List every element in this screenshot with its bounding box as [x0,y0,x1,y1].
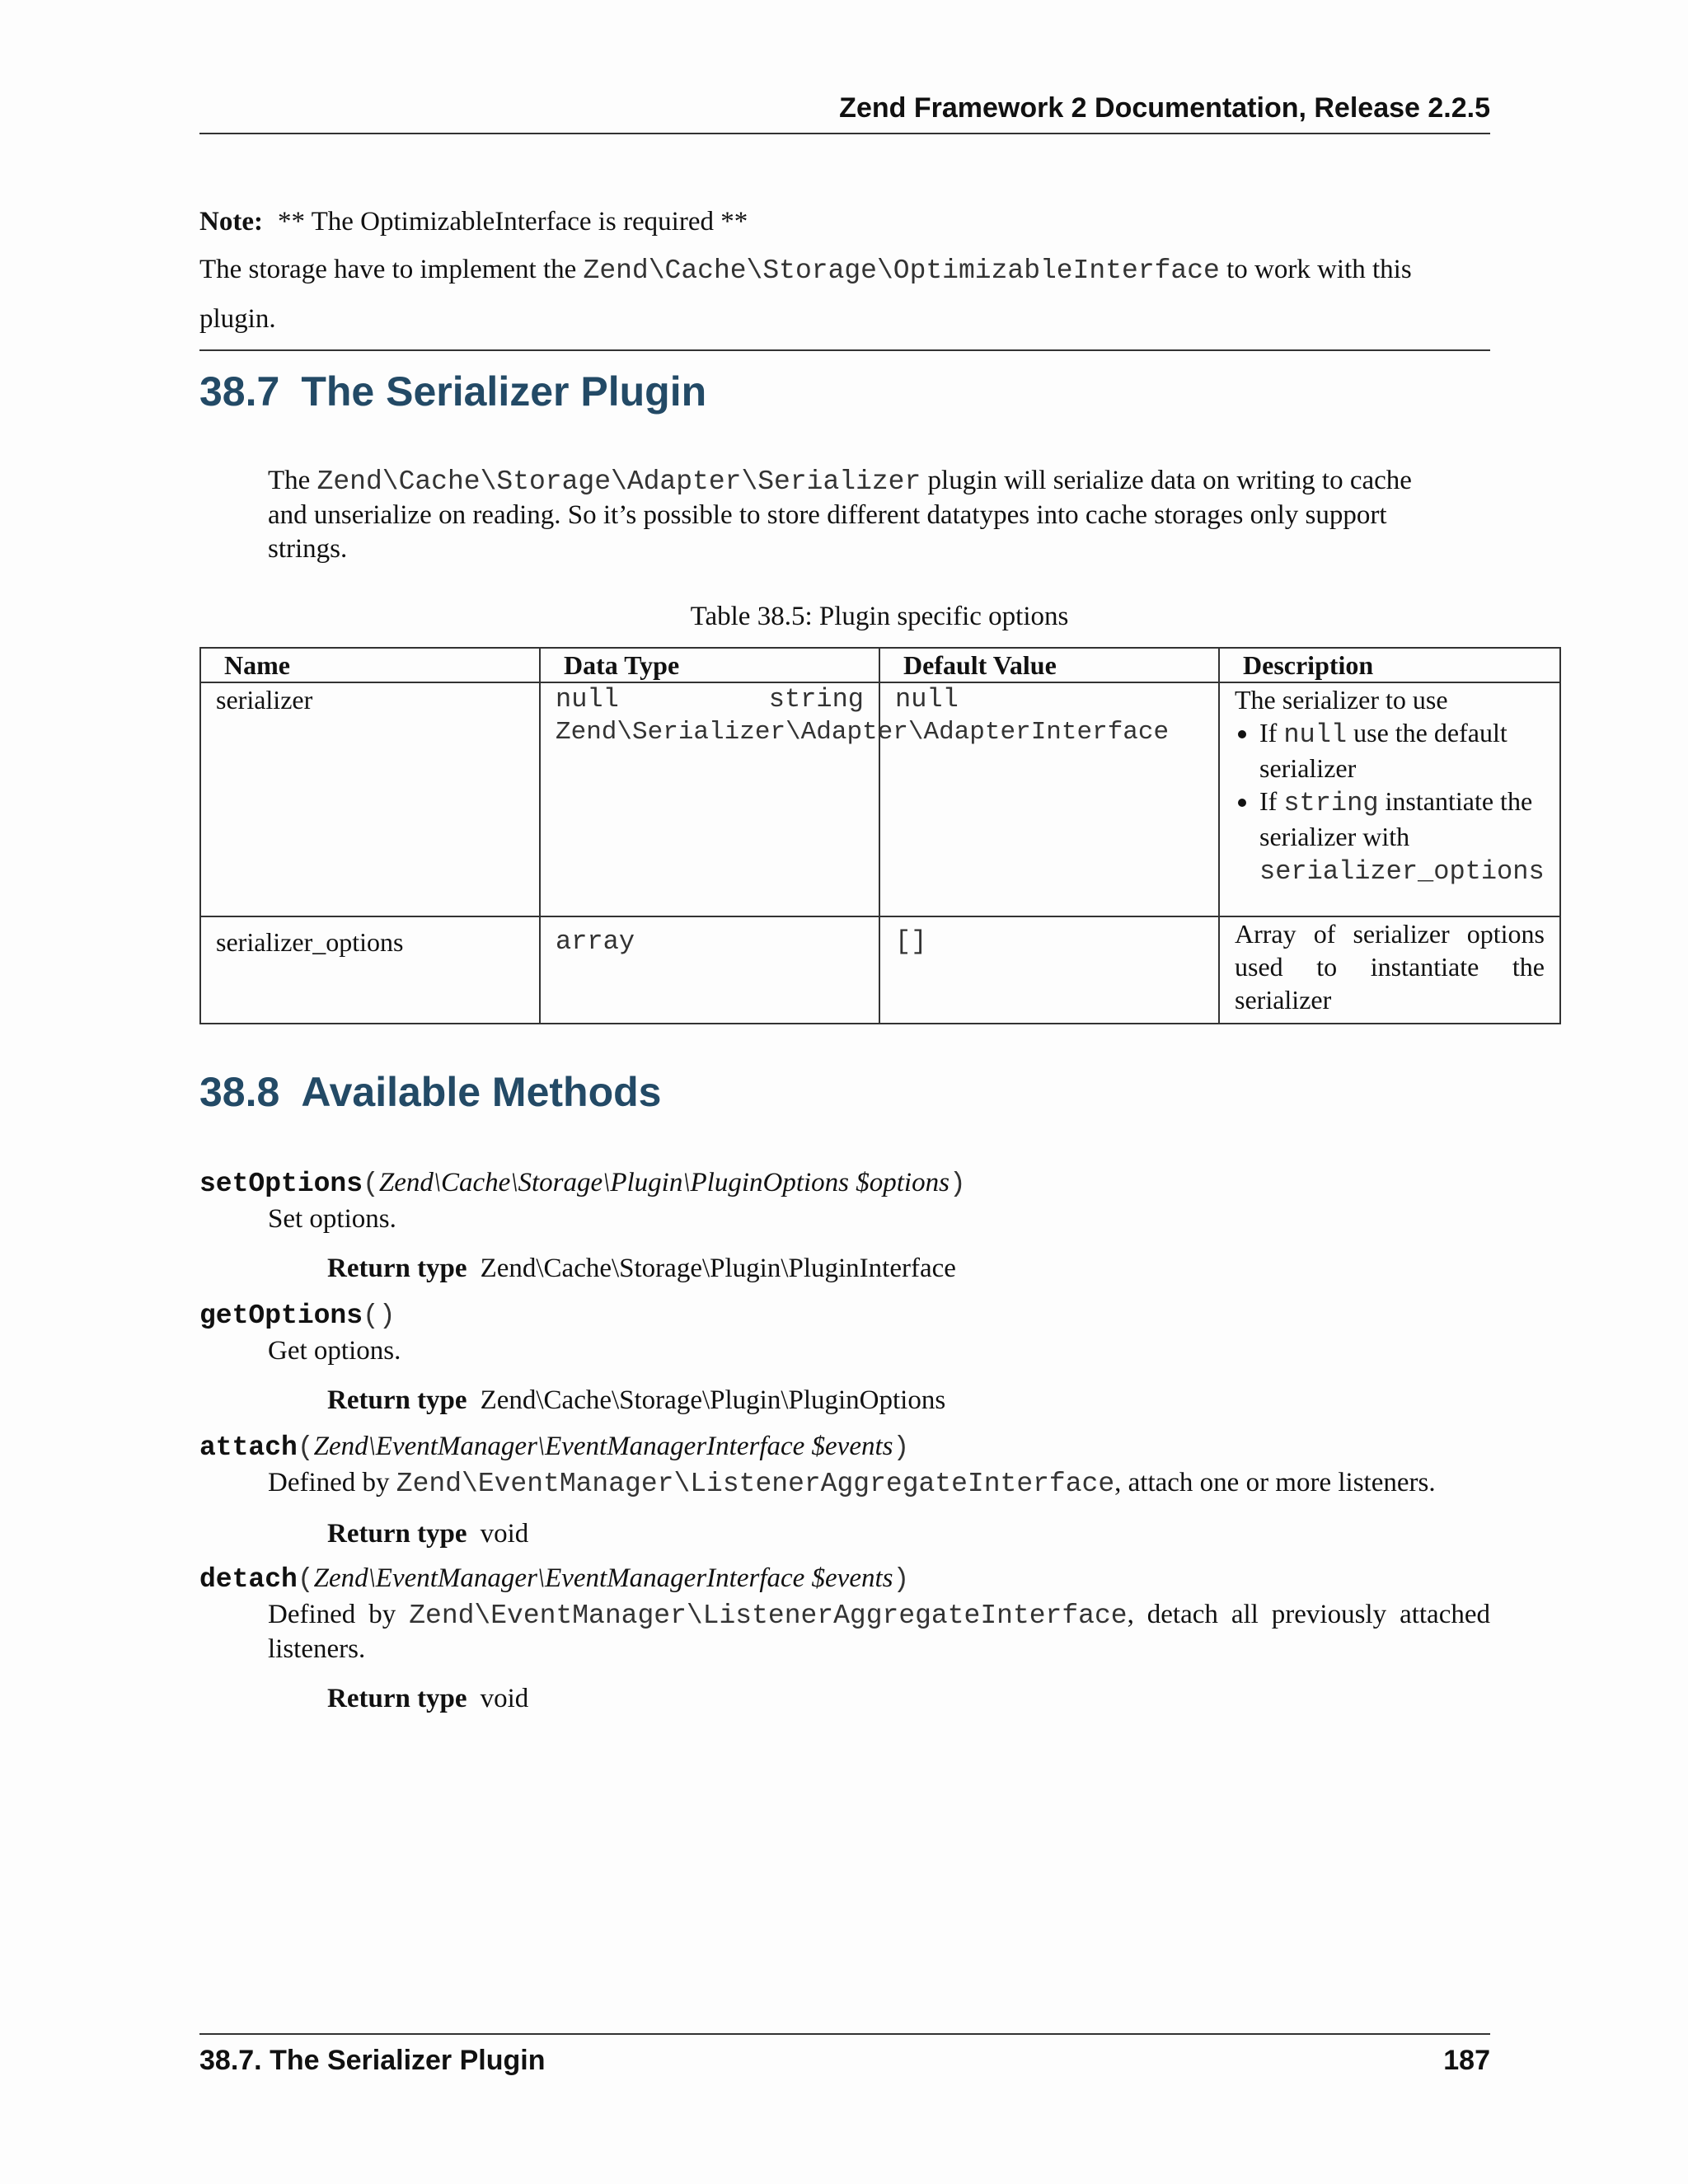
bullet-text: If [1259,718,1278,748]
close-paren: ) [949,1169,966,1199]
open-paren: ( [297,1564,314,1595]
return-type-label: Return type [327,1684,467,1713]
method-attach [199,1428,1490,1550]
intro-code: Zend\Cache\Storage\Adapter\Serializer [316,466,921,497]
description-suffix: , attach one or more listeners. [1114,1468,1436,1497]
method-argument: Zend\EventManager\EventManagerInterface $events [313,1432,893,1461]
description-code: Zend\EventManager\ListenerAggregateInterface [409,1601,1128,1631]
cell-description [1219,682,1560,916]
data-type-line [556,683,864,716]
method-signature [199,1296,1490,1334]
method-name: attach [199,1432,298,1463]
section-title: Available Methods [301,1069,662,1115]
return-type-value: void [480,1684,529,1713]
description-suffix: , detach all previously attached listeners. [268,1600,1490,1664]
method-get-options [199,1296,1490,1417]
return-type-label: Return type [327,1254,467,1283]
open-paren: ( [297,1432,314,1463]
section-number: 38.7 [199,368,280,415]
column-header-name: Name [200,648,540,682]
section-title: The Serializer Plugin [301,368,707,415]
description-bullet-list [1235,716,1545,888]
method-description: Get options. [268,1336,401,1366]
bullet-code: string [1283,788,1379,818]
intro-prefix: The [268,466,311,495]
description-code: Zend\EventManager\ListenerAggregateInterface [396,1469,1115,1499]
open-paren: ( [363,1169,379,1199]
return-type-label: Return type [327,1519,467,1549]
page-number: 187 [1443,2045,1490,2076]
bullet-text: use the default serializer [1259,718,1507,783]
bullet-code: serializer_options [1259,856,1545,887]
return-type-value: Zend\Cache\Storage\Plugin\PluginInterface [480,1254,956,1283]
section-heading-methods [199,1068,661,1116]
section-number: 38.8 [199,1069,280,1115]
return-type-value: Zend\Cache\Storage\Plugin\PluginOptions [480,1385,946,1415]
data-type-interface: Zend\Serializer\Adapter\AdapterInterface [556,718,1170,747]
method-argument: Zend\Cache\Storage\Plugin\PluginOptions $options [378,1168,950,1197]
method-argument: Zend\EventManager\EventManagerInterface $events [313,1563,893,1593]
plugin-options-table [199,647,1561,1024]
method-description [268,1598,1490,1666]
cell-description: Array of serializer options used to instantiate the serializer [1219,916,1560,1024]
method-name: getOptions [199,1301,363,1331]
method-signature [199,1428,1490,1466]
bullet-text: If [1259,786,1278,816]
cell-data-type: array [540,916,879,1024]
close-paren: ) [893,1432,910,1463]
column-header-description: Description [1219,648,1560,682]
return-type-label: Return type [327,1385,467,1415]
description-text: The serializer to use [1235,685,1448,715]
bullet-text: instantiate the serializer with [1259,786,1533,851]
cell-data-type [540,682,1170,916]
method-name: setOptions [199,1169,363,1199]
running-header: Zend Framework 2 Documentation, Release 2.2.5 [199,92,1490,134]
cell-default-value: null [879,682,1219,916]
method-description [268,1466,1490,1501]
return-type-value: void [480,1519,529,1549]
method-detach [199,1560,1490,1715]
method-description: Set options. [268,1204,396,1234]
data-type-string: string [768,684,864,715]
description-prefix: Defined by [268,1600,396,1629]
bullet-code: null [1283,719,1348,750]
return-type [327,1252,1490,1285]
serializer-intro-paragraph [268,464,1422,566]
table-row [200,682,1560,916]
intro-suffix: plugin will serialize data on writing to cache and unserialize on reading. So it’s possible to store different datatypes into cache storages only support strings. [268,466,1412,564]
method-name: detach [199,1564,298,1595]
note-title-line [199,198,1490,246]
list-item [1259,716,1545,785]
empty-parens: () [363,1301,396,1331]
note-body-code: Zend\Cache\Storage\OptimizableInterface [583,255,1220,286]
table-caption: Table 38.5: Plugin specific options [690,602,1069,631]
note-body-suffix: to work with this plugin. [199,255,1412,334]
note-body-prefix: The storage have to implement the [199,255,577,284]
data-type-null: null [556,684,619,715]
return-type [327,1384,1490,1417]
column-header-default-value: Default Value [879,648,1219,682]
method-signature [199,1165,1490,1202]
close-paren: ) [893,1564,910,1595]
note-body-line [199,246,1490,343]
return-type [327,1517,1490,1550]
table-header-row [200,648,1560,682]
page-footer [199,2033,1490,2077]
return-type [327,1682,1490,1715]
cell-name: serializer_options [200,916,540,1024]
column-header-data-type: Data Type [540,648,879,682]
method-set-options [199,1165,1490,1285]
section-heading-serializer [199,368,706,415]
footer-section-title: 38.7. The Serializer Plugin [199,2045,546,2076]
table-row [200,916,1560,1024]
list-item [1259,785,1545,888]
cell-default-value: [] [879,916,1219,1024]
method-signature [199,1560,1490,1598]
note-admonition [199,198,1490,351]
note-label: Note: [199,207,263,237]
note-text: ** The OptimizableInterface is required ** [277,207,748,237]
cell-name: serializer [200,682,540,916]
description-prefix: Defined by [268,1468,390,1497]
